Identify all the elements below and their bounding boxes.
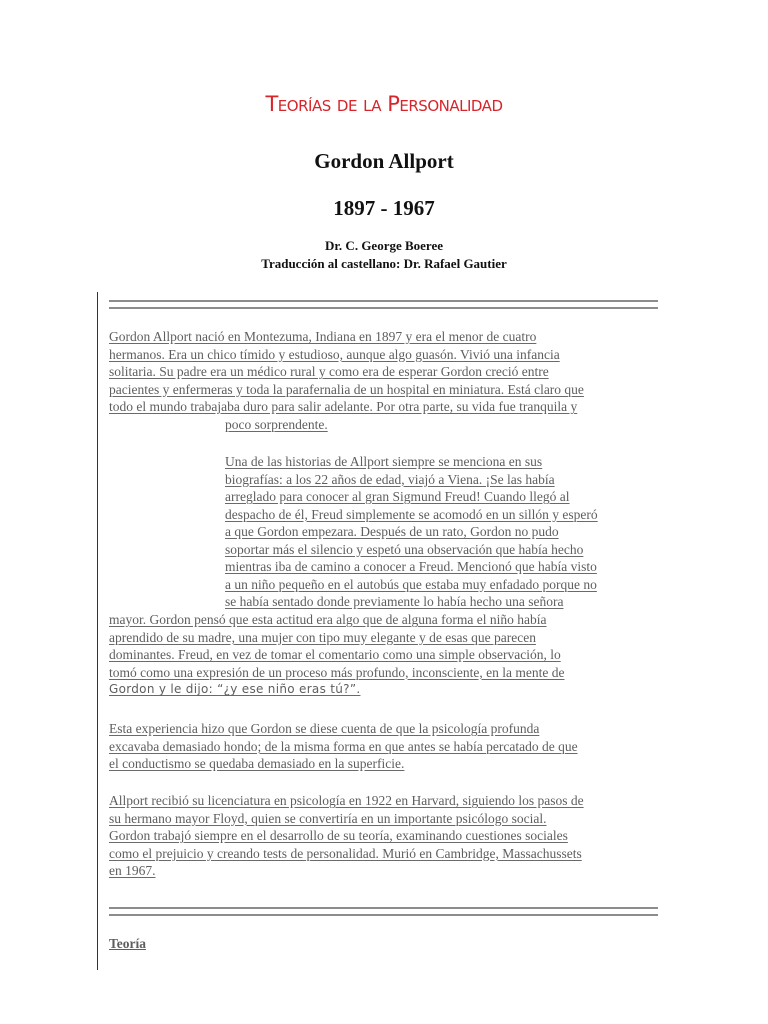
left-vertical-rule: [97, 292, 98, 970]
paragraph-line: tomó como una expresión de un proceso más profundo, inconsciente, en la mente de: [109, 664, 565, 680]
paragraph-line: hermanos. Era un chico tímido y estudioso, aunque algo guasón. Vivió una infancia: [109, 346, 560, 362]
paragraph-line: Gordon trabajó siempre en el desarrollo de su teoría, examinando cuestiones sociales: [109, 828, 568, 843]
section-link-teoria[interactable]: Teoría: [109, 936, 146, 951]
by-line: Dr. C. George Boeree: [324, 238, 444, 253]
divider-bottom: [109, 907, 658, 916]
paragraph-line: dominantes. Freud, en vez de tomar el comentario como una simple observación, lo: [109, 647, 561, 662]
paragraph-line: aprendido de su madre, una mujer con tipo muy elegante y de esas que parecen: [109, 629, 536, 645]
paragraph-line: como el prejuicio y creando tests de personalidad. Murió en Cambridge, Massachussets: [109, 845, 582, 861]
paragraph-line: mientras iba de camino a conocer a Freud. Mencionó que había visto: [225, 559, 597, 574]
paragraph-line: en 1967.: [109, 863, 156, 878]
paragraph-line: Una de las historias de Allport siempre se menciona en sus: [225, 454, 543, 469]
paragraph-line: Esta experiencia hizo que Gordon se diese cuenta de que la psicología profunda: [109, 721, 540, 736]
paragraph-line: despacho de él, Freud simplemente se acomodó en un sillón y esperó: [225, 506, 598, 522]
paragraph-line: arreglado para conocer al gran Sigmund Freud! Cuando llegó al: [225, 489, 570, 504]
paragraph-2-continued[interactable]: [109, 611, 565, 699]
paragraph-line: pacientes y enfermeras y toda la parafernalia de un hospital en miniatura. Está claro que: [109, 381, 584, 397]
paragraph-line: se había sentado donde previamente lo había hecho una señora: [225, 594, 564, 609]
paragraph-line: mayor. Gordon pensó que esta actitud era algo que de alguna forma el niño había: [109, 612, 547, 627]
paragraph-line: Gordon y le dijo: “¿y ese niño eras tú?”.: [109, 682, 361, 696]
paragraph-line: excavaba demasiado hondo; de la misma forma en que antes se había percatado de que: [109, 738, 578, 754]
paragraph-3[interactable]: [109, 720, 578, 773]
paragraph-line: solitaria. Su padre era un médico rural y como era de esperar Gordon creció entre: [109, 364, 549, 379]
paragraph-line: Allport recibió su licenciatura en psicología en 1922 en Harvard, siguiendo los pasos de: [109, 793, 584, 808]
paragraph-4[interactable]: [109, 792, 584, 880]
author-name: Gordon Allport: [314, 149, 454, 173]
life-years: 1897 - 1967: [333, 196, 435, 220]
paragraph-line: soportar más el silencio y espetó una observación que había hecho: [225, 541, 584, 557]
paragraph-1[interactable]: [109, 328, 584, 433]
paragraph-line: a que Gordon empezara. Después de un rato, Gordon no pudo: [225, 524, 559, 539]
paragraph-line: poco sorprendente.: [225, 416, 328, 432]
paragraph-line: su hermano mayor Floyd, quien se convertiría en un importante psicólogo social.: [109, 810, 547, 826]
paragraph-line: todo el mundo trabajaba duro para salir adelante. Por otra parte, su vida fue tranquila y: [109, 399, 578, 414]
translation-line: Traducción al castellano: Dr. Rafael Gautier: [261, 256, 507, 271]
series-title: Teorías de la Personalidad: [265, 92, 503, 116]
paragraph-line: biografías: a los 22 años de edad, viajó a Viena. ¡Se las había: [225, 471, 555, 487]
paragraph-2-indented[interactable]: [225, 453, 598, 611]
paragraph-line: el conductismo se quedaba demasiado en la superficie.: [109, 756, 405, 771]
divider-top: [109, 300, 658, 309]
paragraph-line: Gordon Allport nació en Montezuma, Indiana en 1897 y era el menor de cuatro: [109, 329, 537, 344]
paragraph-line: a un niño pequeño en el autobús que estaba muy enfadado porque no: [225, 576, 597, 592]
